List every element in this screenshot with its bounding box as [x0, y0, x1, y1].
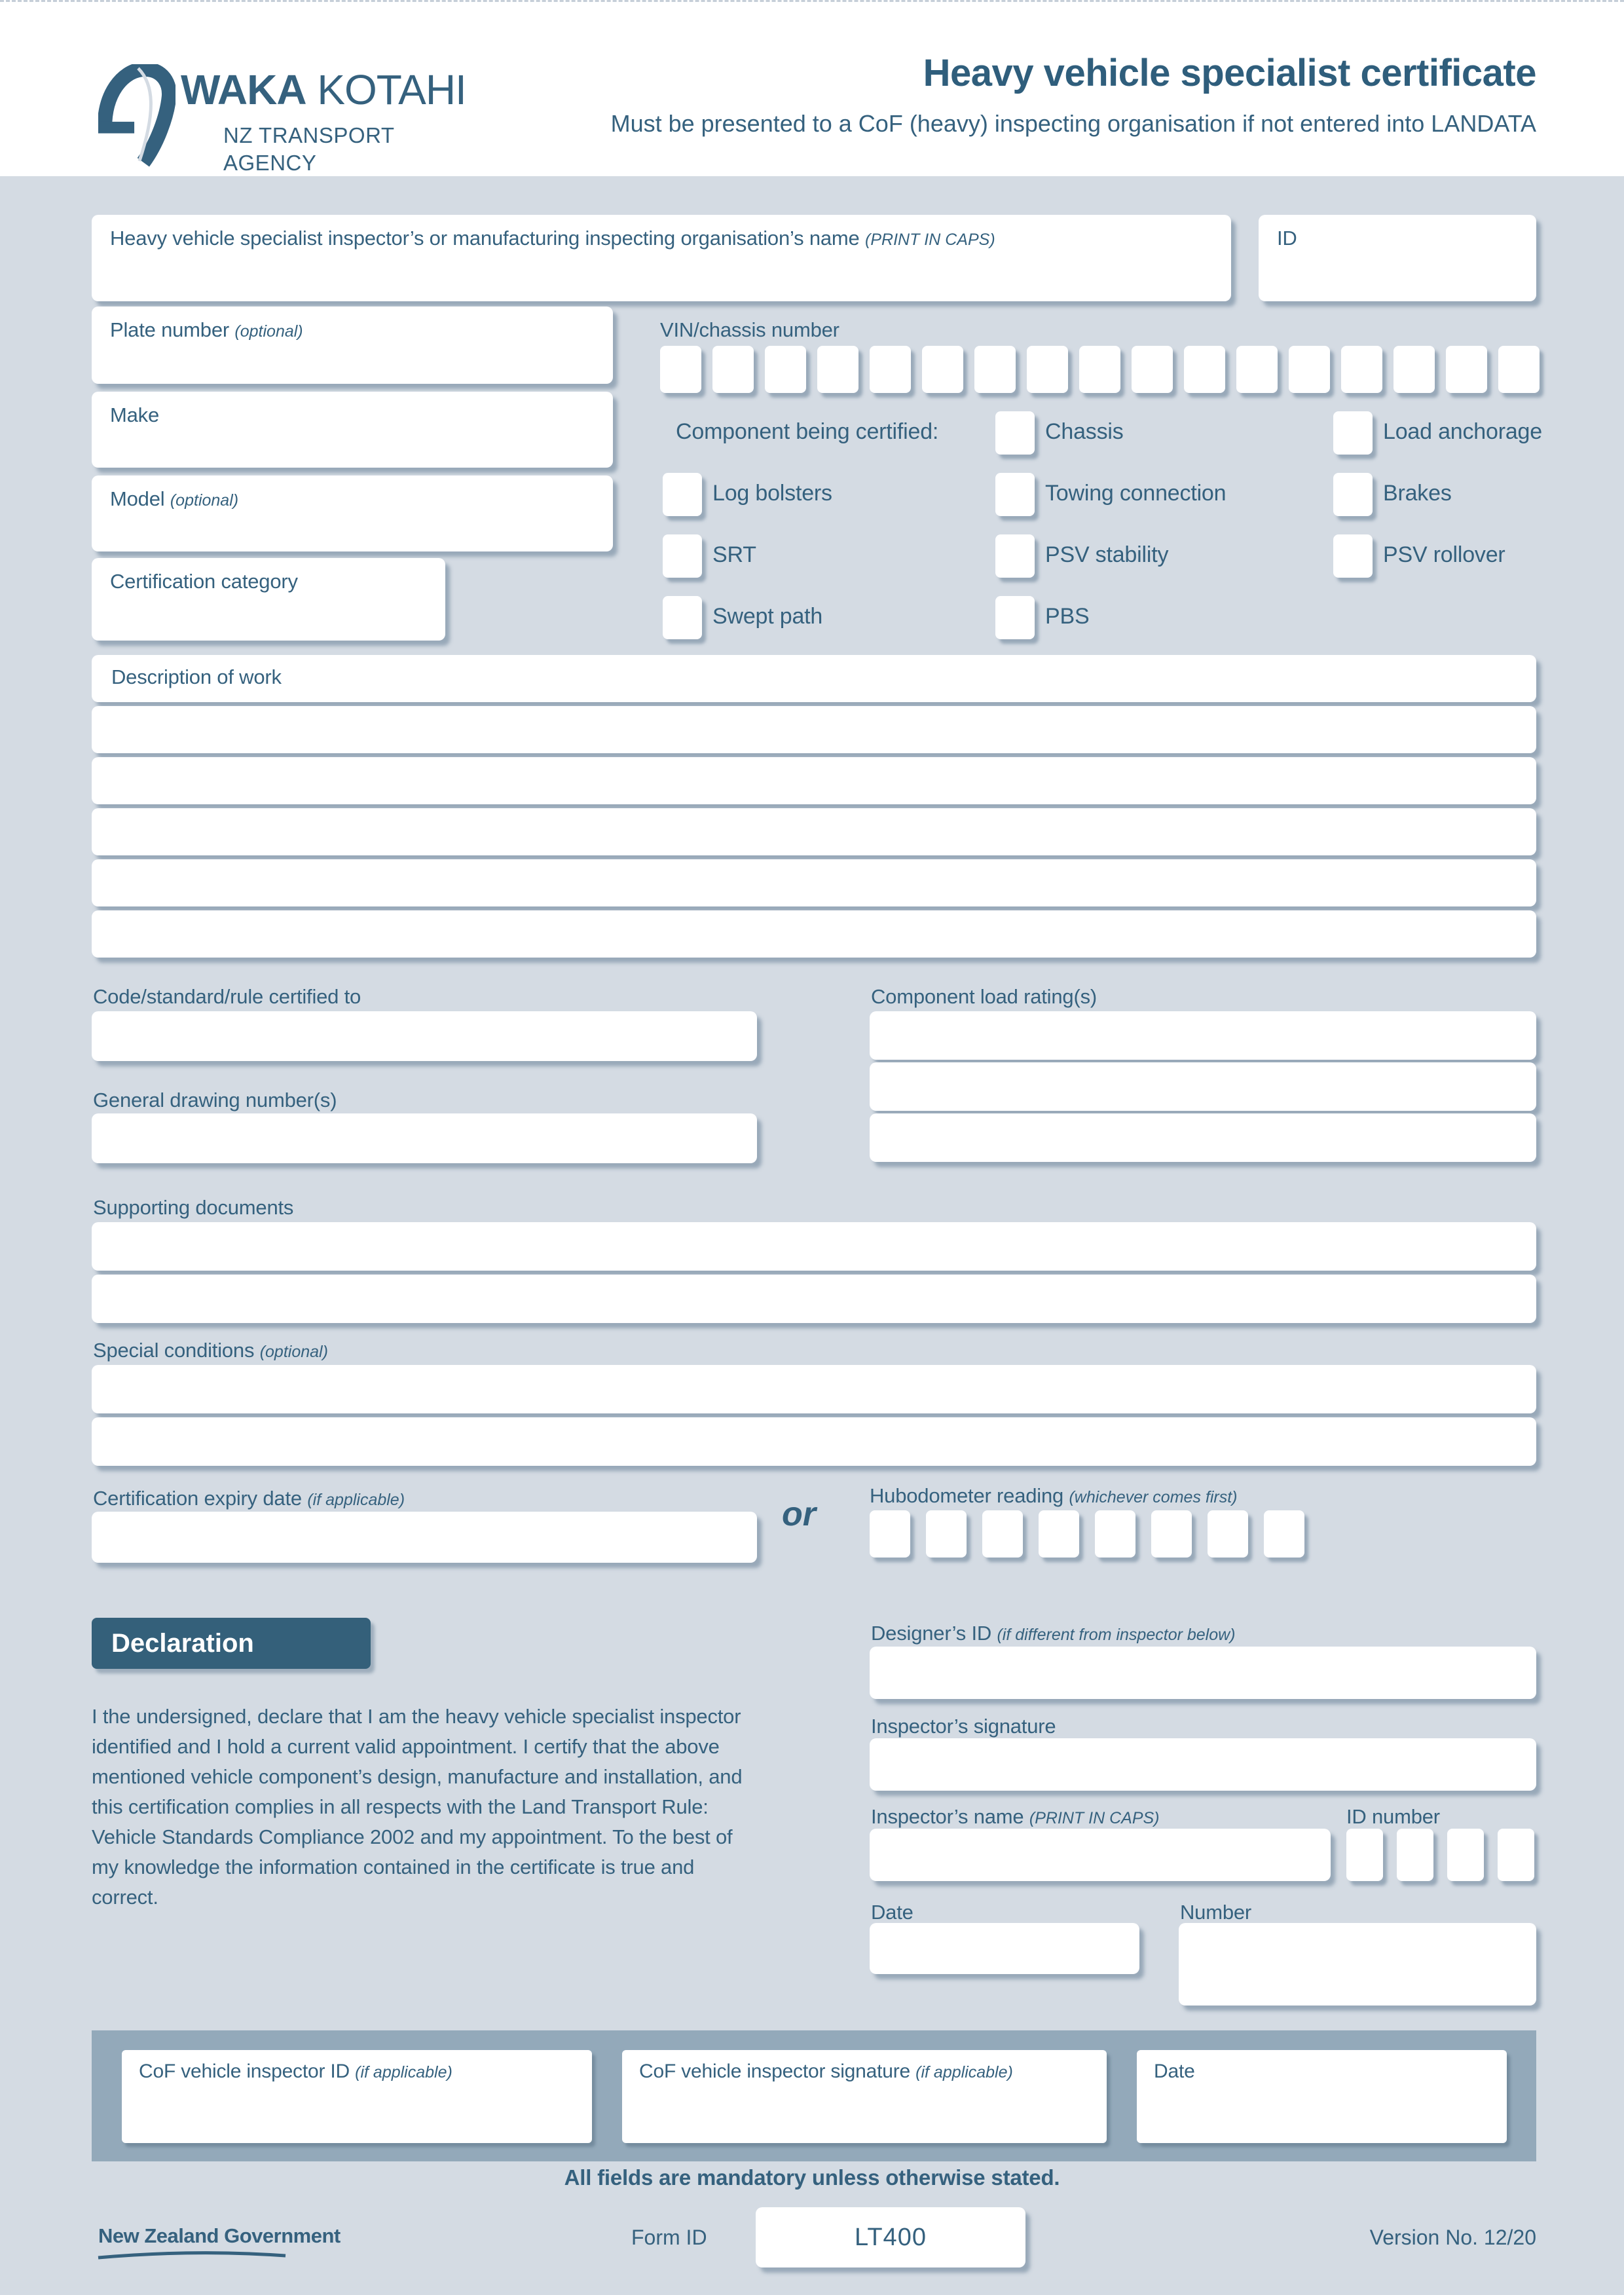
cof-inspector-id-label: CoF vehicle inspector ID (if applicable): [139, 2061, 452, 2082]
number-field[interactable]: [1179, 1923, 1536, 2006]
or-text: or: [782, 1495, 816, 1533]
declaration-heading: Declaration: [111, 1629, 254, 1658]
component-checkbox-psv-stability[interactable]: [995, 534, 1035, 578]
number-label: Number: [1180, 1901, 1252, 1924]
hubodometer-cell[interactable]: [1039, 1510, 1079, 1558]
component-option-label-pbs: PBS: [1045, 604, 1090, 629]
declaration-body: I the undersigned, declare that I am the heavy vehicle specialist inspector identified and I hold a current valid appointment. I certify that the above mentioned vehicle component’s design, manufacture and installation, and this certification complies in all respects with the Land Transport Rule: Vehicle Standards Compliance 2002 and my appointment. To the best of my knowledge the information contained in the certificate is true and correct.: [92, 1705, 743, 1909]
vin-label: VIN/chassis number: [660, 318, 840, 341]
supporting-documents-line[interactable]: [92, 1275, 1536, 1323]
drawing-number-field[interactable]: [92, 1113, 757, 1163]
hubodometer-cell[interactable]: [1151, 1510, 1192, 1558]
inspector-name-field[interactable]: [870, 1829, 1331, 1881]
hubodometer-label: Hubodometer reading (whichever comes first): [870, 1484, 1238, 1507]
form-title: Heavy vehicle specialist certificate: [923, 52, 1536, 94]
org-name-label: Heavy vehicle specialist inspector’s or manufacturing inspecting organisation’s name (PRINT IN CAPS): [110, 227, 995, 250]
special-conditions-lines: [92, 1365, 1536, 1466]
cut-line: [0, 0, 1624, 2]
vin-cell[interactable]: [1027, 346, 1068, 393]
component-checkbox-brakes[interactable]: [1333, 473, 1373, 516]
description-of-work-label: Description of work: [111, 665, 282, 688]
vin-cell[interactable]: [870, 346, 911, 393]
designer-id-label: Designer’s ID (if different from inspector below): [871, 1622, 1236, 1645]
id-field[interactable]: [1259, 215, 1536, 301]
special-conditions-label: Special conditions (optional): [93, 1339, 328, 1362]
nz-government-wordmark: New Zealand Government: [98, 2224, 341, 2247]
vin-cell[interactable]: [1289, 346, 1330, 393]
model-label: Model (optional): [110, 487, 239, 510]
date-field[interactable]: [870, 1923, 1139, 1974]
special-conditions-line[interactable]: [92, 1365, 1536, 1413]
component-checkbox-towing-connection[interactable]: [995, 473, 1035, 516]
description-line[interactable]: [92, 808, 1536, 855]
id-number-cell[interactable]: [1346, 1829, 1383, 1881]
component-option-label-psv-rollover: PSV rollover: [1383, 542, 1505, 567]
certification-category-field[interactable]: [92, 558, 445, 641]
form-subtitle: Must be presented to a CoF (heavy) inspecting organisation if not entered into LANDATA: [610, 110, 1536, 137]
description-line[interactable]: [92, 859, 1536, 906]
plate-number-label: Plate number (optional): [110, 318, 303, 341]
drawing-number-label: General drawing number(s): [93, 1089, 337, 1111]
id-number-label: ID number: [1346, 1805, 1440, 1828]
logo-wordmark: [181, 65, 466, 114]
waka-kotahi-swoosh-icon: [98, 64, 175, 168]
vin-cell[interactable]: [974, 346, 1016, 393]
vin-cell[interactable]: [1393, 346, 1435, 393]
vin-cell[interactable]: [1236, 346, 1278, 393]
cof-inspector-signature-field[interactable]: [622, 2050, 1107, 2143]
hubodometer-cell[interactable]: [1264, 1510, 1304, 1558]
org-name-field[interactable]: [92, 215, 1231, 301]
logo-sub2: AGENCY: [223, 151, 317, 175]
model-field[interactable]: [92, 476, 613, 551]
component-option-label-towing-connection: Towing connection: [1045, 481, 1227, 506]
component-section-label: Component being certified:: [676, 419, 939, 444]
vin-cell-row: [660, 346, 1540, 393]
nz-government-underline-icon: [97, 2248, 288, 2261]
hubodometer-cell[interactable]: [870, 1510, 910, 1558]
vin-cell[interactable]: [1132, 346, 1173, 393]
vin-cell[interactable]: [712, 346, 754, 393]
designer-id-field[interactable]: [870, 1647, 1536, 1699]
cof-inspector-signature-label: CoF vehicle inspector signature (if applicable): [639, 2061, 1013, 2082]
declaration-heading-band: [92, 1618, 371, 1669]
component-checkbox-chassis[interactable]: [995, 411, 1035, 455]
id-number-cell[interactable]: [1447, 1829, 1484, 1881]
code-standard-label: Code/standard/rule certified to: [93, 985, 361, 1008]
cof-date-label: Date: [1154, 2061, 1195, 2082]
vin-cell[interactable]: [765, 346, 806, 393]
version-number: Version No. 12/20: [1369, 2226, 1536, 2249]
certification-category-label: Certification category: [110, 570, 298, 593]
vin-cell[interactable]: [817, 346, 858, 393]
mandatory-note: All fields are mandatory unless otherwise stated.: [564, 2165, 1060, 2190]
date-label: Date: [871, 1901, 913, 1924]
form-id-label: Form ID: [631, 2226, 707, 2249]
component-checkbox-psv-rollover[interactable]: [1333, 534, 1373, 578]
hubodometer-cell-row: [870, 1510, 1304, 1558]
load-rating-line[interactable]: [870, 1062, 1536, 1111]
vin-cell[interactable]: [1184, 346, 1225, 393]
cof-inspector-id-field[interactable]: [122, 2050, 592, 2143]
component-checkbox-pbs[interactable]: [995, 596, 1035, 639]
id-number-cell-row: [1346, 1829, 1534, 1881]
supporting-documents-line[interactable]: [92, 1222, 1536, 1271]
component-option-label-log-bolsters: Log bolsters: [712, 481, 832, 506]
inspector-signature-label: Inspector’s signature: [871, 1715, 1056, 1738]
logo-kotahi: KOTAHI: [317, 66, 466, 113]
component-option-label-chassis: Chassis: [1045, 419, 1124, 444]
description-line[interactable]: [92, 757, 1536, 804]
id-number-cell[interactable]: [1498, 1829, 1534, 1881]
description-line[interactable]: [92, 655, 1536, 702]
load-rating-line[interactable]: [870, 1113, 1536, 1162]
description-line[interactable]: [92, 910, 1536, 958]
load-rating-line[interactable]: [870, 1011, 1536, 1060]
vin-cell[interactable]: [922, 346, 963, 393]
expiry-date-field[interactable]: [92, 1512, 757, 1563]
hubodometer-cell[interactable]: [1095, 1510, 1135, 1558]
vin-cell[interactable]: [1079, 346, 1120, 393]
logo-waka: WAKA: [181, 66, 306, 113]
form-id-value: LT400: [756, 2207, 1025, 2267]
vin-cell[interactable]: [1446, 346, 1487, 393]
id-number-cell[interactable]: [1397, 1829, 1433, 1881]
supporting-documents-label: Supporting documents: [93, 1196, 294, 1219]
component-checkbox-load-anchorage[interactable]: [1333, 411, 1373, 455]
description-of-work-lines: [92, 655, 1536, 958]
component-option-label-load-anchorage: Load anchorage: [1383, 419, 1542, 444]
component-option-label-swept-path: Swept path: [712, 604, 823, 629]
logo-sub1: NZ TRANSPORT: [223, 123, 395, 147]
component-option-label-psv-stability: PSV stability: [1045, 542, 1169, 567]
vin-cell[interactable]: [1498, 346, 1540, 393]
special-conditions-line[interactable]: [92, 1417, 1536, 1466]
description-line[interactable]: [92, 706, 1536, 753]
make-label: Make: [110, 403, 160, 426]
hubodometer-cell[interactable]: [926, 1510, 967, 1558]
load-rating-label: Component load rating(s): [871, 985, 1097, 1008]
vin-cell[interactable]: [1341, 346, 1382, 393]
supporting-documents-lines: [92, 1222, 1536, 1323]
component-checkbox-log-bolsters[interactable]: [663, 473, 702, 516]
cof-date-field[interactable]: [1137, 2050, 1507, 2143]
code-standard-field[interactable]: [92, 1011, 757, 1061]
plate-number-field[interactable]: [92, 307, 613, 384]
hubodometer-cell[interactable]: [982, 1510, 1023, 1558]
load-rating-lines: [870, 1011, 1536, 1162]
component-option-label-brakes: Brakes: [1383, 481, 1452, 506]
hubodometer-cell[interactable]: [1208, 1510, 1248, 1558]
component-checkbox-srt[interactable]: [663, 534, 702, 578]
inspector-name-label: Inspector’s name (PRINT IN CAPS): [871, 1805, 1160, 1828]
component-checkbox-swept-path[interactable]: [663, 596, 702, 639]
id-label: ID: [1277, 227, 1297, 250]
vin-cell[interactable]: [660, 346, 701, 393]
expiry-date-label: Certification expiry date (if applicable): [93, 1487, 405, 1510]
inspector-signature-field[interactable]: [870, 1738, 1536, 1791]
make-field[interactable]: [92, 392, 613, 468]
component-option-label-srt: SRT: [712, 542, 756, 567]
